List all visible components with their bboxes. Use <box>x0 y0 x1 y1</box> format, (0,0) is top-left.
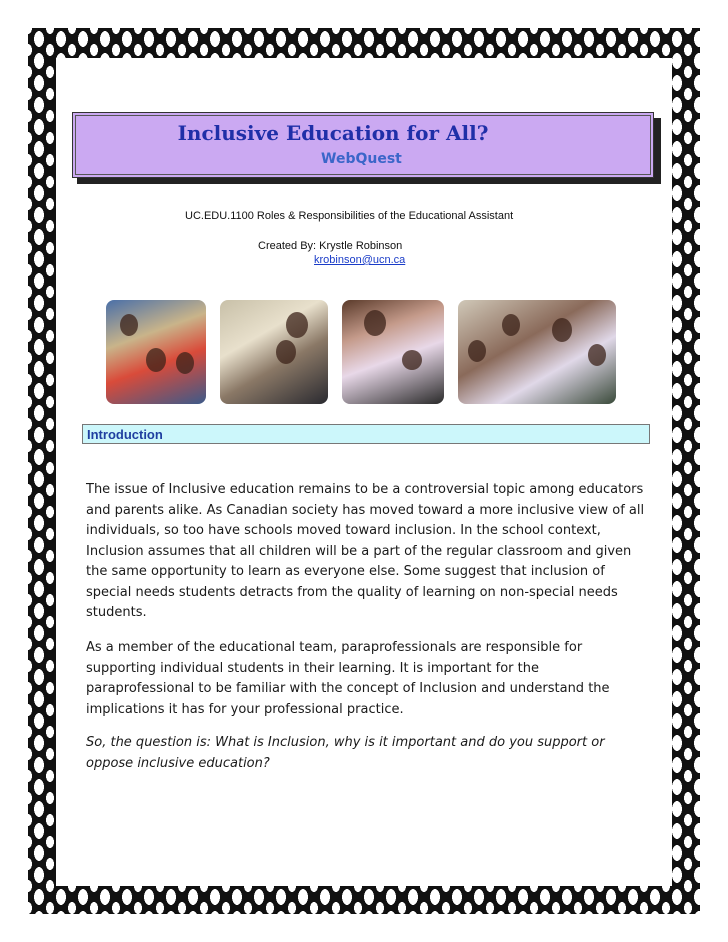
computer-lab-photo <box>220 300 328 404</box>
introduction-heading: Introduction <box>87 427 163 442</box>
group-table-photo <box>458 300 616 404</box>
page-subtitle: WebQuest <box>321 151 402 167</box>
introduction-question: So, the question is: What is Inclusion, why is it important and do you support or oppose inclusive education? <box>86 735 605 771</box>
course-line: UC.EDU.1100 Roles & Responsibilities of the Educational Assistant <box>185 210 514 222</box>
page-title: Inclusive Education for All? <box>177 121 489 145</box>
classroom-reading-photo <box>106 300 206 404</box>
introduction-paragraph: As a member of the educational team, paraprofessionals are responsible for supporting individual students in their learning. It is important for the paraprofessional to be familiar with the concept of Inclusion and understand the implications it has for your professional practice. <box>86 640 610 717</box>
microscope-photo <box>342 300 444 404</box>
author-email-link[interactable]: krobinson@ucn.ca <box>314 254 406 266</box>
author-line: Created By: Krystle Robinson <box>258 240 403 252</box>
introduction-header-bar <box>82 424 650 444</box>
introduction-paragraph: The issue of Inclusive education remains to be a controversial topic among educators and parents alike. As Canadian society has moved toward a more inclusive view of all individuals, so too have schools moved toward inclusion. In the school context, Inclusion assumes that all children will be a part of the regular classroom and given the same opportunity to learn as everyone else. Some suggest that inclusion of special needs students detracts from the quality of learning on non-special needs students. <box>86 482 645 620</box>
title-box <box>72 112 654 178</box>
